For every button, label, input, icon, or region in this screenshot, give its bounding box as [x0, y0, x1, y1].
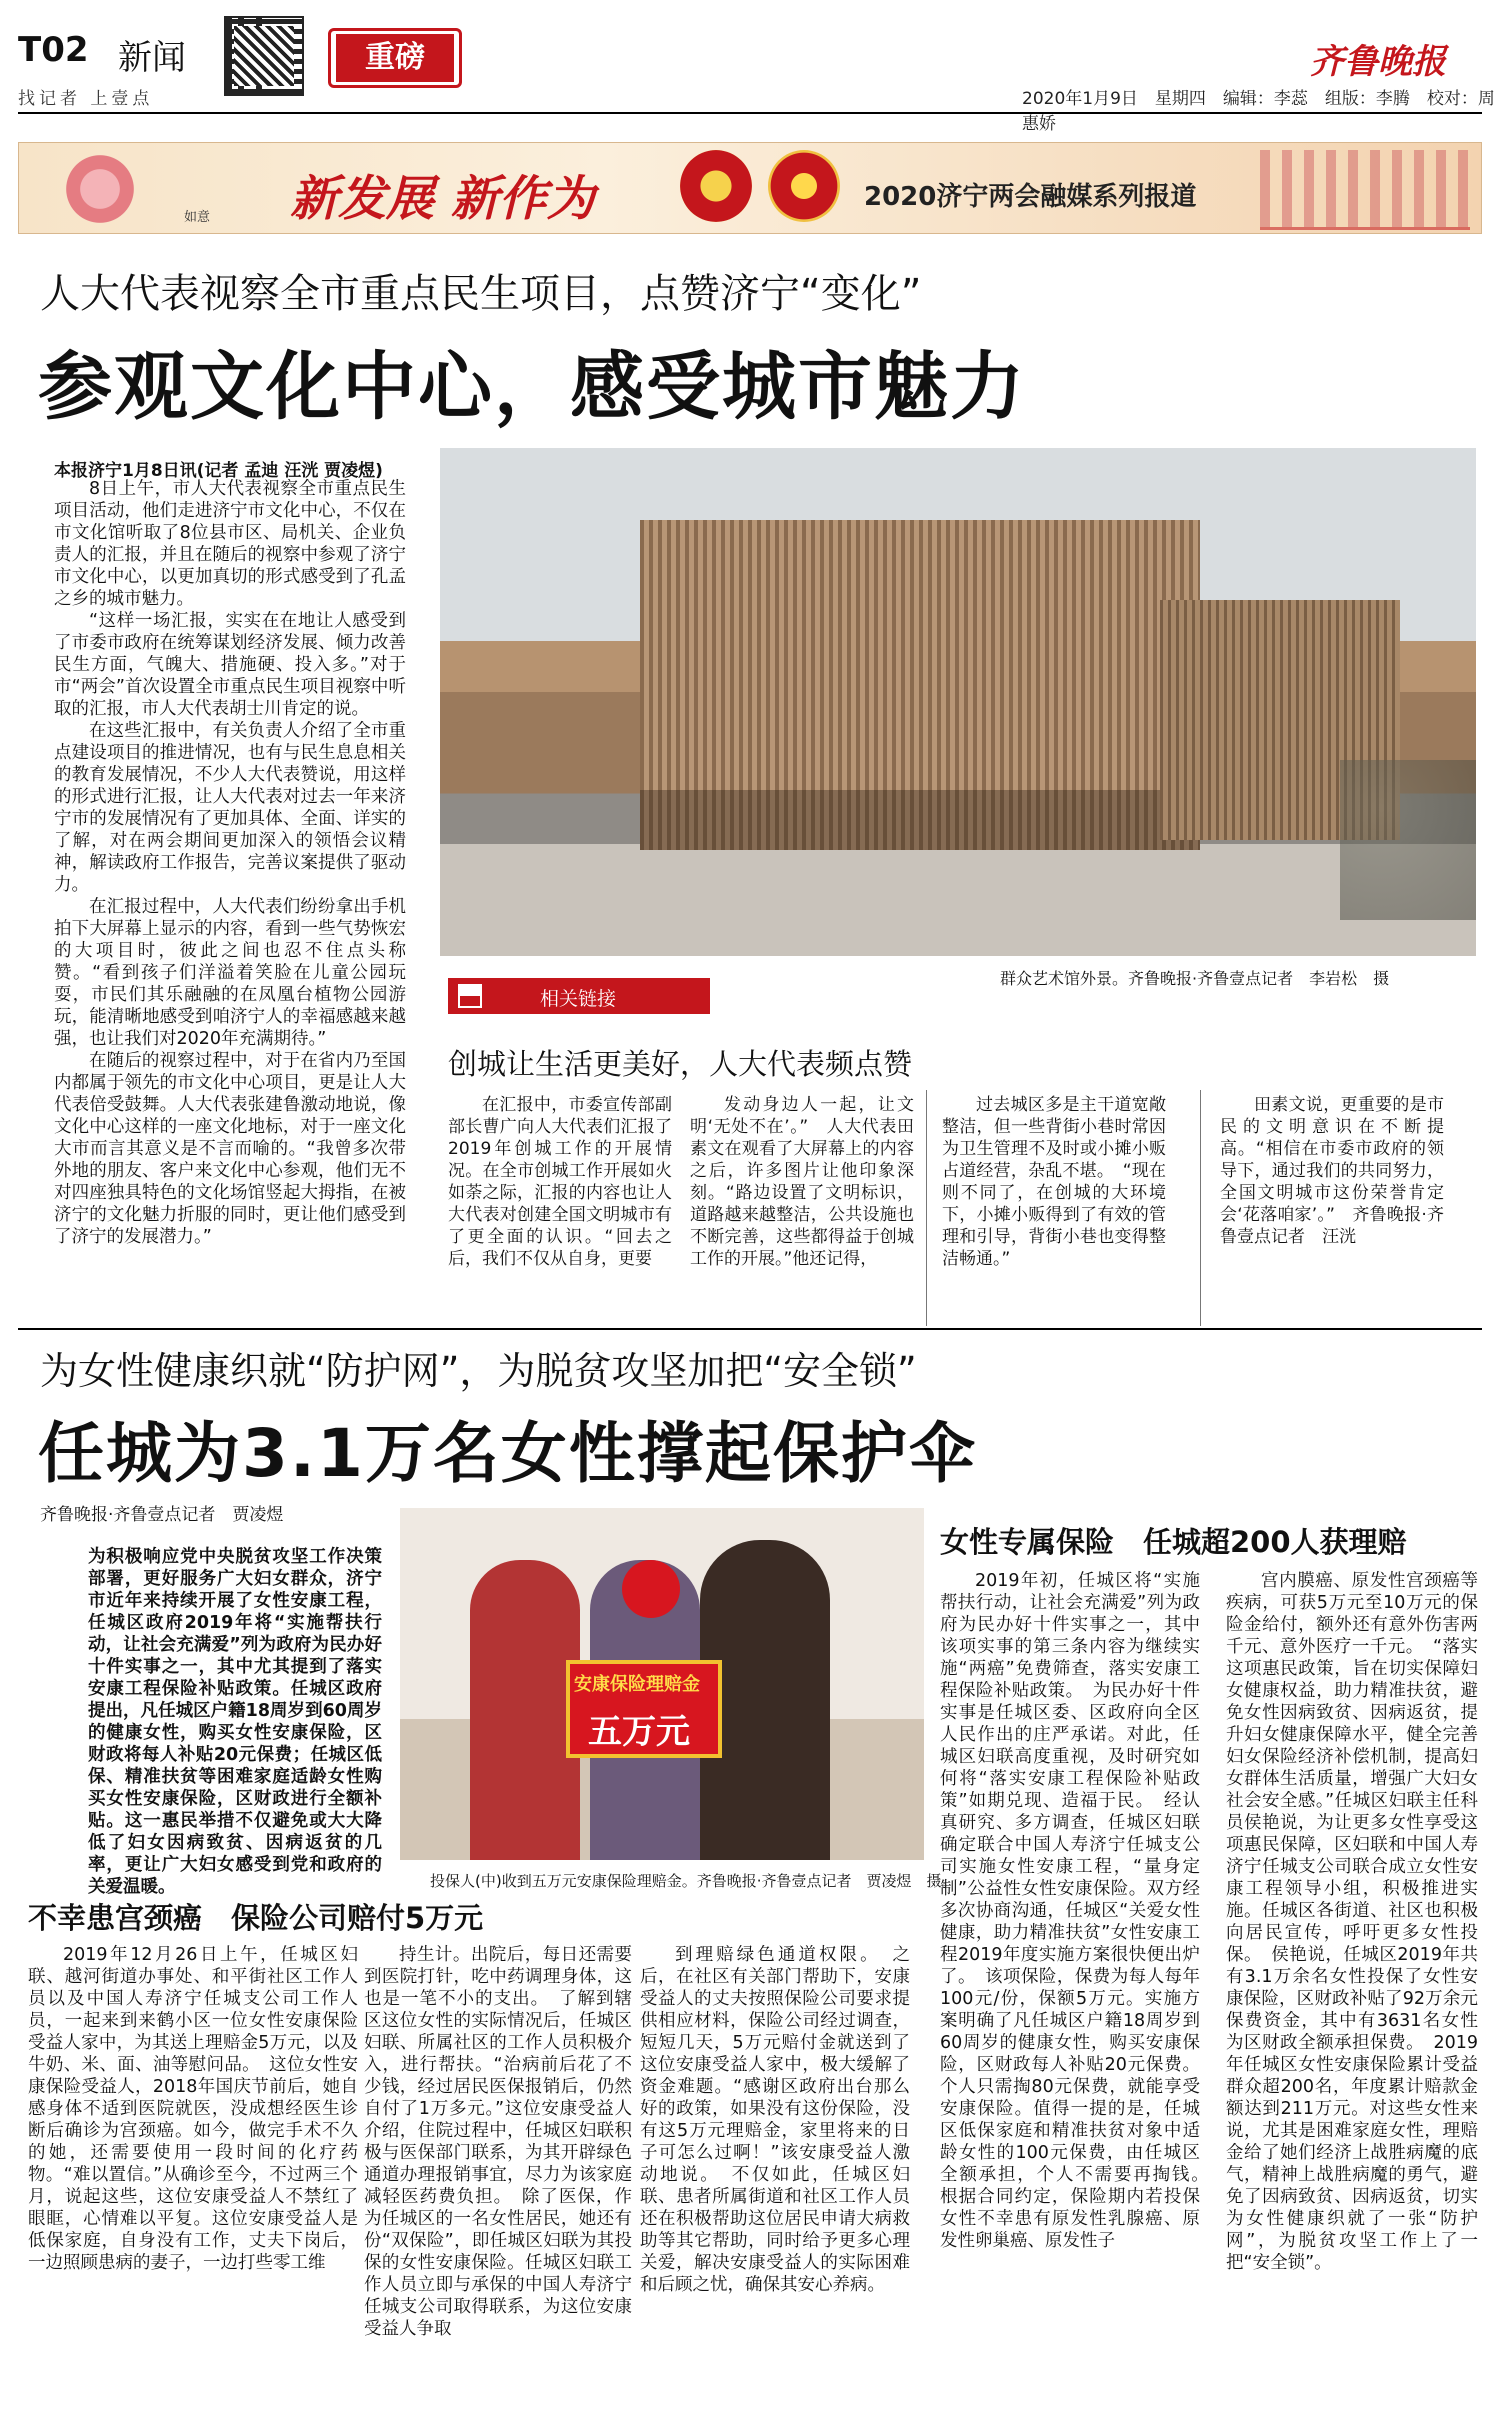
related-column-3: [942, 1094, 1166, 1324]
article1-paragraph: 8日上午，市人大代表视察全市重点民生项目活动，他们走进济宁市文化中心，不仅在市文化馆听取了8位县市区、局机关、企业负责人的汇报，并且在随后的视察中参观了济宁市文化中心，以更加真切的形式感受到了孔孟之乡的城市魅力。: [54, 479, 406, 609]
related-text: 田素文说，更重要的是市民的文明意识在不断提高。“相信在市委市政府的领导下，通过我们的共同努力，全国文明城市这份荣誉肯定会‘花落咱家’。” 齐鲁晚报·齐鲁壹点记者 汪洸: [1220, 1095, 1444, 1247]
related-text: 发动身边人一起，让文明‘无处不在’。” 人大代表田素文在观看了大屏幕上的内容之后，许多图片让他印象深刻。“路边设置了文明标识，道路越来越整洁，公共设施也不断完善，这些都得益于创城工作的开展。”他还记得，: [690, 1095, 914, 1269]
related-column-2: [690, 1094, 914, 1324]
banner-subtitle: 2020济宁两会融媒系列报道: [864, 182, 1197, 212]
claim-board-amount: 五万元: [588, 1712, 690, 1752]
newspaper-logo: 齐鲁晚报: [1310, 42, 1446, 82]
section-name: 新闻: [118, 38, 186, 78]
article2-headline: 任城为3.1万名女性撑起保护伞: [38, 1415, 977, 1492]
article1-body: [54, 478, 406, 1323]
related-column-4: [1220, 1094, 1444, 1324]
claim-board-label: 安康保险理赔金: [574, 1674, 700, 1695]
article2-text: 持生计。出院后，每日还需要到医院打针，吃中药调理身体，这也是一笔不小的支出。 了解到辖区这位女性的实际情况后，任城区妇联、所属社区的工作人员积极介入，进行帮扶。“治病前后花了不少钱，经过居民医保报销后，仍然自付了1万多元。”这位安康受益人介绍，住院过程中，任城区妇联积极与医保部门联系，为其开辟绿色通道办理报销事宜，尽力为该家庭减轻医药费负担。 除了医保，作为任城区的一名女性居民，她还有份“双保险”，即任城区妇联为其投保的女性安康保险。任城区妇联工作人员立即与承保的中国人寿济宁任城支公司取得联系，为这位安康受益人争取: [364, 1945, 632, 2339]
article1-kicker: 人大代表视察全市重点民生项目，点赞济宁“变化”: [40, 271, 922, 317]
article1-paragraph: “这样一场汇报，实实在在地让人感受到了市委市政府在统筹谋划经济发展、倾力改善民生方面，气魄大、措施硬、投入多。”对于市“两会”首次设置全市重点民生项目视察中听取的汇报，市人大代表胡士川肯定的说。: [54, 611, 406, 719]
city-skyline-icon: [1260, 150, 1470, 230]
photo-trees: [1340, 760, 1476, 920]
photo-person-left: [470, 1560, 580, 1860]
face-mask-icon: [622, 1560, 680, 1618]
article1-byline: 本报济宁1月8日讯(记者 孟迪 汪洸 贾凌煜): [54, 461, 383, 481]
photo2-caption: 投保人(中)收到五万元安康保险理赔金。齐鲁晚报·齐鲁壹点记者 贾凌煜 摄。: [430, 1872, 957, 1890]
photo1-caption: 群众艺术馆外景。齐鲁晚报·齐鲁壹点记者 李岩松 摄: [1000, 969, 1390, 988]
banner-tag: 如意: [184, 210, 211, 225]
article2-kicker: 为女性健康织就“防护网”，为脱贫攻坚加把“安全锁”: [40, 1349, 917, 1393]
photo-building-main: [640, 520, 1200, 850]
article2-text: 2019年初，任城区将“实施帮扶行动，让社会充满爱”列为政府为民办好十件实事之一，其中该项实事的第三条内容为继续实施“两癌”免费筛查，落实安康工程保险补贴政策。 为民办好十件实事是任城区委、区政府向全区人民作出的庄严承诺。对此，任城区妇联高度重视，及时研究如何将“落实安康工程保险补贴政策”如期兑现、造福于民。 经认真研究、多方调查，任城区妇联确定联合中国人寿济宁任城支公司实施女性安康工程，“量身定制”公益性女性安康保险。双方经多次协商沟通，任城区“关爱女性健康，助力精准扶贫”女性安康工程2019年度实施方案很快便出炉了。 该项保险，保费为每人每年100元/份，保额5万元。实施方案明确了凡任城区户籍18周岁到60周岁的健康女性，购买安康保险，区财政每人补贴20元保费。个人只需掏80元保费，就能享受安康保险。值得一提的是，任城区低保家庭和精准扶贫对象中适龄女性的100元保费，由任城区全额承担，个人不需要再掏钱。 根据合同约定，保险期内若投保女性不幸患有原发性乳腺癌、原发性卵巢癌、原发性子: [940, 1571, 1218, 2251]
related-link-icon: [458, 984, 482, 1008]
masthead-divider: [18, 112, 1482, 114]
article1-paragraph: 在这些汇报中，有关负责人介绍了全市重点建设项目的推进情况，也有与民生息息相关的教育发展情况，不少人大代表赞说，用这样的形式进行汇报，让人大代表对过去一年来济宁市的发展情况有了更加具体、全面、详实的了解，对在两会期间更加深入的领悟会议精神，解读政府工作报告，完善议案提供了驱动力。: [54, 721, 406, 895]
article2-text: 宫内膜癌、原发性宫颈癌等疾病，可获5万元至10万元的保险金给付，额外还有意外伤害两千元、意外医疗一千元。 “落实这项惠民政策，旨在切实保障妇女健康权益，助力精准扶贫，避免女性因病致贫、因病返贫，提升妇女健康保障水平，健全完善妇女保险经济补偿机制，提高妇女群体生活质量，增强广大妇女社会安全感。”任城区妇联主任科员侯艳说，为让更多女性享受这项惠民保障，区妇联和中国人寿济宁任城支公司联合成立女性安康工程领导小组，积极推进实施。任城区各街道、社区也积极向居民宣传，呼吁更多女性投保。 侯艳说，任城区2019年共有3.1万余名女性投保了女性安康保险，区财政补贴了92万余元保费资金，其中有3631名女性为区财政全额承担保费。 2019年任城区女性安康保险累计受益群众超200名，年度累计赔款金额达到211万元。对这些女性来说，尤其是困难家庭女性，理赔金给了她们经济上战胜病魔的底气，精神上战胜病魔的勇气，避免了因病致贫、因病返贫，切实为女性健康织就了一张“防护网”，为脱贫攻坚工作上了一把“安全锁”。: [1226, 1571, 1478, 2273]
article1-headline: 参观文化中心，感受城市魅力: [38, 344, 1026, 430]
related-text: 在汇报中，市委宣传部副部长曹广向人大代表们汇报了2019年创城工作的开展情况。在全市创城工作开展如火如荼之际，汇报的内容也让人大代表对创建全国文明城市有了更全面的认识。“回去之后，我们不仅从自身，更要: [448, 1095, 672, 1269]
article2-lead: 为积极响应党中央脱贫攻坚工作决策部署，更好服务广大妇女群众，济宁市近年来持续开展了女性安康工程，任城区政府2019年将“实施帮扶行动，让社会充满爱”列为政府为民办好十件实事之一，其中尤其提到了落实安康工程保险补贴政策。任城区政府提出，凡任城区户籍18周岁到60周岁的健康女性，购买女性安康保险，区财政将每人补贴20元保费；任城区低保、精准扶贫等困难家庭适龄女性购买女性安康保险，区财政进行全额补贴。这一惠民举措不仅避免或大大降低了妇女因病致贫、因病返贫的几率，更让广大妇女感受到党和政府的关爱温暖。: [88, 1547, 382, 1897]
article1-paragraph: 在汇报过程中，人大代表们纷纷拿出手机拍下大屏幕上显示的内容，看到一些气势恢宏的大项目时，彼此之间也忍不住点头称赞。“看到孩子们洋溢着笑脸在儿童公园玩耍，市民们其乐融融的在凤凰台植物公园游玩，能清晰地感受到咱济宁人的幸福感越来越强，也让我们对2020年充满期待。”: [54, 897, 406, 1049]
related-column-1: [448, 1094, 672, 1324]
slogan: 找记者 上壹点: [18, 89, 154, 109]
article2-text: 2019年12月26日上午，任城区妇联、越河街道办事处、和平街社区工作人员以及中国人寿济宁任城支公司工作人员，一起来到来鹤小区一位女性安康保险受益人家中，为其送上理赔金5万元，以及牛奶、米、面、油等慰问品。 这位女性安康保险受益人，2018年国庆节前后，她自感身体不适到医院就医，没成想经医生诊断后确诊为宫颈癌。如今，做完手术不久的她，还需要使用一段时间的化疗药物。“难以置信。”从确诊至今，不过两三个月，说起这些，这位安康受益人不禁红了眼眶，心情难以平复。这位安康受益人是低保家庭，自身没有工作，丈夫下岗后，一边照顾患病的妻子，一边打些零工维: [28, 1945, 358, 2273]
column-divider: [1200, 1090, 1201, 1326]
related-link-label: 相关链接: [540, 988, 617, 1010]
related-text: 过去城区多是主干道宽敞整洁，但一些背街小巷时常因为卫生管理不及时或小摊小贩占道经营，杂乱不堪。 “现在则不同了，在创城的大环境下，小摊小贩得到了有效的管理和引导，背街小巷也变得整洁畅通。”: [942, 1095, 1166, 1269]
article2-text: 到理赔绿色通道权限。 之后，在社区有关部门帮助下，安康受益人的丈夫按照保险公司要求提供相应材料，保险公司经过调查，短短几天，5万元赔付金就送到了这位安康受益人家中，极大缓解了资金难题。“感谢区政府出台那么好的政策，如果没有这份保险，没有这5万元理赔金，家里将来的日子可怎么过啊！”该安康受益人激动地说。 不仅如此，任城区妇联、患者所属街道和社区工作人员还在积极帮助这位居民申请大病救助等其它帮助，同时给予更多心理关爱，解决安康受益人的实际困难和后顾之忧，确保其安心养病。: [640, 1945, 910, 2295]
banner-title: 新发展 新作为: [290, 171, 595, 227]
article2-column-4: [940, 1570, 1218, 2410]
section-badge: 重磅: [336, 34, 454, 82]
page-number: T02: [18, 30, 89, 70]
article2-byline: 齐鲁晚报·齐鲁壹点记者 贾凌煜: [40, 1505, 284, 1525]
national-emblem-icon: [680, 150, 752, 222]
article1-paragraph: 在随后的视察过程中，对于在省内乃至国内都属于领先的市文化中心项目，更是让人大代表倍受鼓舞。人大代表张建鲁激动地说，像文化中心这样的一座文化地标，对于一座文化大市而言其意义是不言而喻的。“我曾多次带外地的朋友、客户来文化中心参观，他们无不对四座独具特色的文化场馆竖起大拇指，在被济宁的文化魅力折服的同时，更让他们感受到了济宁的发展潜力。”: [54, 1051, 406, 1247]
article2-column-1: [28, 1944, 358, 2406]
related-headline: 创城让生活更美好，人大代表频点赞: [448, 1047, 913, 1081]
article2-subhead-1: 不幸患宫颈癌 保险公司赔付5万元: [28, 1901, 484, 1935]
article-divider: [18, 1328, 1482, 1330]
qr-code-pattern: [234, 26, 294, 86]
article2-column-2: [364, 1944, 632, 2406]
article2-subhead-2: 女性专属保险 任城超200人获理赔: [940, 1525, 1407, 1559]
article2-column-5: [1226, 1570, 1478, 2410]
ruyi-flower-icon: [60, 150, 140, 228]
column-divider: [926, 1090, 927, 1326]
article2-column-3: [640, 1944, 910, 2406]
dateline: 2020年1月9日 星期四 编辑：李蕊 组版：李腾 校对：周惠娇: [1022, 89, 1495, 134]
cppcc-emblem-icon: [768, 150, 840, 222]
